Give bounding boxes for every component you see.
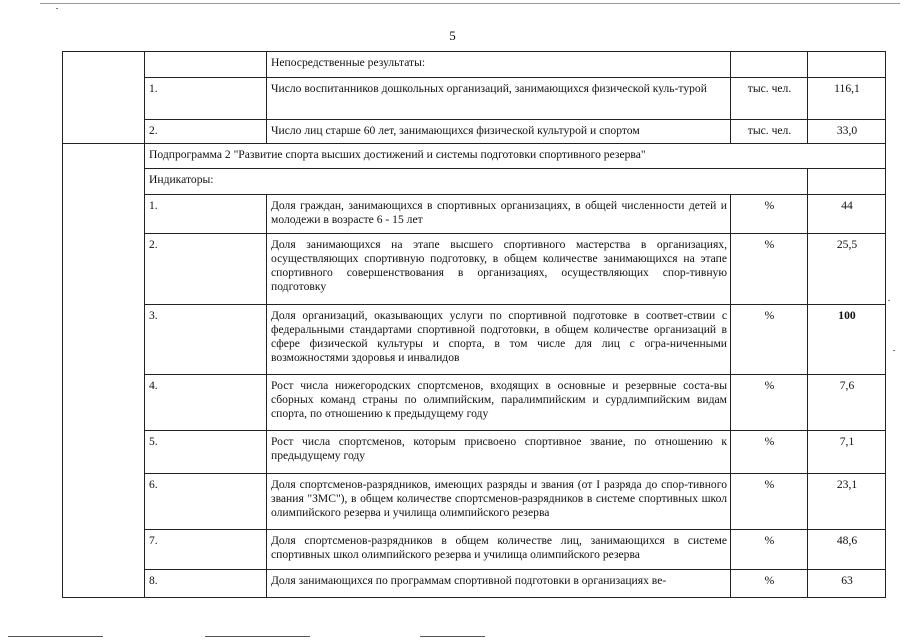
row-value: 7,6	[808, 375, 886, 431]
indicators-header-row	[63, 169, 886, 195]
direct-results-header: Непосредственные результаты:	[267, 52, 731, 78]
table-row	[63, 570, 886, 598]
row-number: 5.	[145, 431, 267, 474]
indicators-table	[62, 51, 886, 598]
table-row	[63, 234, 886, 305]
row-description: Доля организаций, оказывающих услуги по спортивной подготовке в соответ-ствии с федеральными стандартами спортивной подготовки, в общем количестве организаций в сфере физической культуры и спорта, в том числе для лиц с огра-ниченными возможностями здоровья и инвалидов	[267, 305, 731, 375]
row-number: 3.	[145, 305, 267, 375]
row-number: 7.	[145, 530, 267, 570]
table-row	[63, 78, 886, 120]
row-description: Доля занимающихся по программам спортивной подготовки в организациях ве-	[267, 570, 731, 598]
subprogram-row	[63, 144, 886, 169]
scan-edge-bottom-right	[420, 636, 485, 637]
scan-edge-top	[40, 3, 900, 4]
scan-speck	[888, 300, 890, 301]
scan-edge-bottom-left	[8, 636, 103, 637]
row-value: 23,1	[808, 474, 886, 530]
row-value: 44	[808, 195, 886, 234]
row-value: 7,1	[808, 431, 886, 474]
row-description: Число воспитанников дошкольных организаций, занимающихся физической куль-турой	[267, 78, 731, 120]
row-unit: %	[731, 234, 808, 305]
table-row	[63, 195, 886, 234]
row-description: Рост числа спортсменов, которым присвоено спортивное звание, по отношению к предыдущему году	[267, 431, 731, 474]
row-unit: %	[731, 305, 808, 375]
page-number: 5	[449, 28, 456, 43]
row-value: 63	[808, 570, 886, 598]
row-number: 1.	[145, 195, 267, 234]
row-unit: %	[731, 474, 808, 530]
table-row	[63, 120, 886, 144]
row-number: 2.	[145, 120, 267, 144]
row-unit: тыс. чел.	[731, 78, 808, 120]
row-description: Доля спортсменов-разрядников в общем количестве лиц, занимающихся в системе спортивных школ олимпийского резерва и училища олимпийского резерва	[267, 530, 731, 570]
row-description: Доля граждан, занимающихся в спортивных организациях, в общей численности детей и молодежи в возрасте 6 - 15 лет	[267, 195, 731, 234]
row-value: 100	[808, 305, 886, 375]
row-description: Число лиц старше 60 лет, занимающихся физической культурой и спортом	[267, 120, 731, 144]
indicators-header: Индикаторы:	[145, 169, 808, 195]
row-value: 33,0	[808, 120, 886, 144]
row-unit: %	[731, 195, 808, 234]
row-description: Доля спортсменов-разрядников, имеющих разряды и звания (от I разряда до спор-тивного звания "ЗМС"), в общем количестве спортсменов-разрядников в системе спортивных школ олимпийского резерва и училища олимпийского резерва	[267, 474, 731, 530]
scan-speck	[56, 8, 58, 9]
row-number: 4.	[145, 375, 267, 431]
direct-results-header-row	[63, 52, 886, 78]
table-row	[63, 305, 886, 375]
table-row	[63, 474, 886, 530]
row-number: 8.	[145, 570, 267, 598]
row-number: 6.	[145, 474, 267, 530]
row-number: 2.	[145, 234, 267, 305]
subprogram-title: Подпрограмма 2 "Развитие спорта высших достижений и системы подготовки спортивного резерва"	[145, 144, 886, 169]
table-row	[63, 431, 886, 474]
row-description: Рост числа нижегородских спортсменов, входящих в основные и резервные соста-вы сборных команд страны по олимпийским, паралимпийским и сурдлимпийским видам спорта, по отношению к предыдущему году	[267, 375, 731, 431]
row-number: 1.	[145, 78, 267, 120]
table-row	[63, 530, 886, 570]
scan-edge-bottom-mid	[205, 636, 310, 637]
row-value: 116,1	[808, 78, 886, 120]
scan-speck	[893, 350, 895, 351]
row-value: 25,5	[808, 234, 886, 305]
table-row	[63, 375, 886, 431]
row-unit: %	[731, 375, 808, 431]
row-unit: тыс. чел.	[731, 120, 808, 144]
row-unit: %	[731, 530, 808, 570]
row-value: 48,6	[808, 530, 886, 570]
row-description: Доля занимающихся на этапе высшего спортивного мастерства в организациях, осуществляющих спортивную подготовку, в общем количестве занимающихся на этапе спортивного совершенствования в организациях, осуществляющих спор-тивную подготовку	[267, 234, 731, 305]
row-unit: %	[731, 570, 808, 598]
row-unit: %	[731, 431, 808, 474]
